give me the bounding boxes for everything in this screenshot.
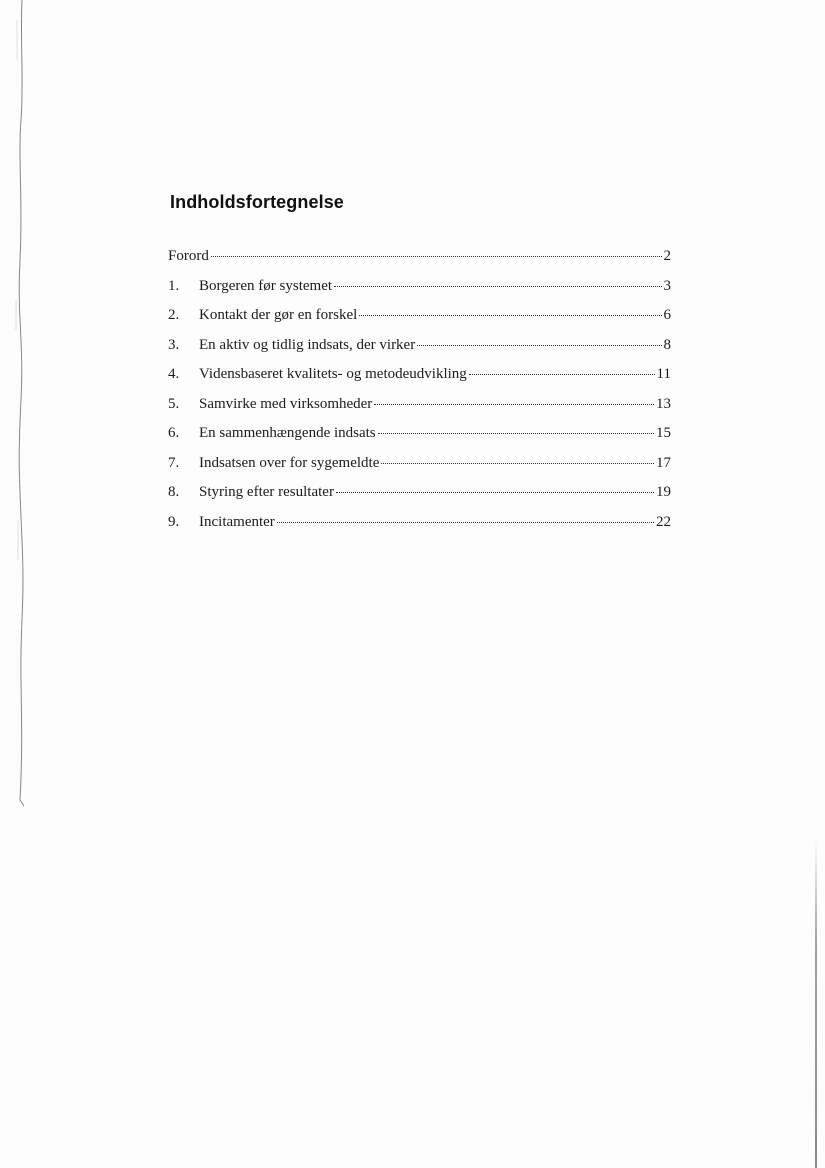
toc-entry [168,453,671,483]
toc-dot-leader [378,433,654,434]
right-edge-artifact [815,840,817,1168]
toc-entry-page: 6 [663,307,671,323]
toc-dot-leader [334,286,661,287]
toc-entry-number: 8. [168,484,180,500]
toc-entry-page: 19 [656,484,671,500]
toc-entry-label: Samvirke med virksomheder [199,395,373,412]
toc-entry [168,482,671,512]
toc-entry-label: En aktiv og tidlig indsats, der virker [199,336,416,353]
toc-dot-leader [381,463,654,464]
toc-entry-page: 2 [663,248,671,264]
toc-entry-number: 4. [168,366,180,382]
toc-entry-page: 11 [656,366,671,382]
table-of-contents [168,246,671,541]
toc-entry-page: 15 [656,425,671,441]
toc-entry-label: Borgeren før systemet [199,277,333,294]
toc-entry-label: Incitamenter [199,513,275,530]
toc-dot-leader [359,315,661,316]
toc-entry [168,305,671,335]
toc-entry-label: Vidensbaseret kvalitets- og metodeudvikling [199,366,467,382]
toc-entry [168,394,671,424]
toc-dot-leader [277,522,654,523]
toc-entry-page: 3 [663,277,671,294]
toc-dot-leader [417,345,661,346]
toc-dot-leader [374,404,654,405]
toc-entry-label: En sammenhængende indsats [199,425,376,441]
toc-entry [168,364,671,394]
toc-entry [168,246,671,276]
toc-entry-label: Kontakt der gør en forskel [199,307,358,323]
toc-entry-number: 9. [168,513,180,530]
toc-entry-number: 6. [168,425,180,441]
toc-entry-label: Forord [168,248,209,264]
toc-entry-page: 17 [656,454,671,471]
toc-entry-number: 5. [168,395,180,412]
toc-dot-leader [469,374,655,375]
toc-entry-number: 3. [168,336,180,353]
toc-dot-leader [211,256,662,257]
toc-entry-number: 2. [168,307,180,323]
toc-entry [168,335,671,365]
toc-entry-page: 13 [656,395,671,412]
toc-entry-page: 22 [656,513,671,530]
toc-entry-label: Indsatsen over for sygemeldte [199,454,380,471]
toc-entry [168,512,671,542]
page-title: Indholdsfortegnelse [170,192,344,212]
toc-entry-page: 8 [663,336,671,353]
toc-dot-leader [336,492,654,493]
toc-entry-number: 7. [168,454,180,471]
toc-entry-label: Styring efter resultater [199,484,334,500]
toc-entry [168,423,671,453]
binding-edge-artifact [14,0,28,820]
toc-entry-number: 1. [168,277,180,294]
toc-entry [168,276,671,306]
